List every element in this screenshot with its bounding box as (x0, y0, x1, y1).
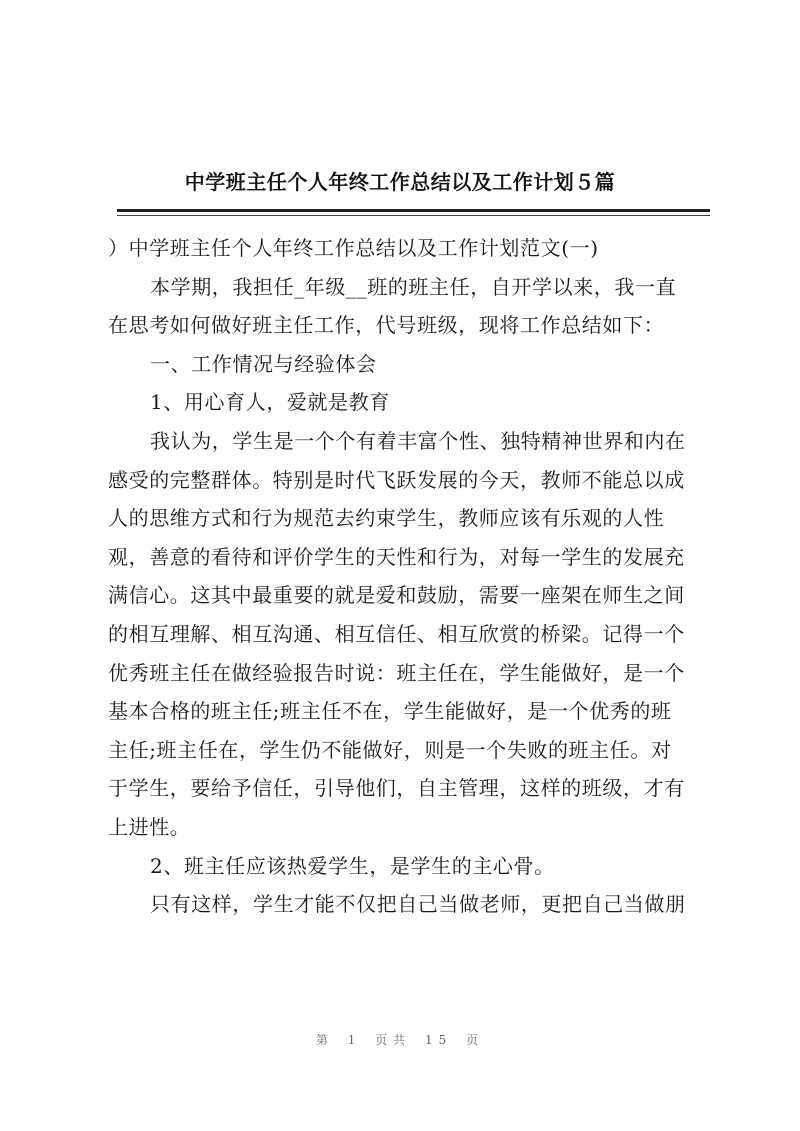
body-line: 基本合格的班主任;班主任不在，学生能做好，是一个优秀的班 (108, 699, 672, 724)
body-line: 优秀班主任在做经验报告时说：班主任在，学生能做好，是一个 (108, 660, 685, 685)
body-line: 人的思维方式和行为规范去约束学生，教师应该有乐观的人性 (108, 506, 665, 531)
title-rule-thick (117, 209, 710, 212)
body-line: 本学期，我担任_年级__班的班主任，自开学以来，我一直 (150, 274, 677, 299)
body-line: 的相互理解、相互沟通、相互信任、相互欣赏的桥梁。记得一个 (108, 621, 685, 646)
body-line: 2、班主任应该热爱学生，是学生的主心骨。 (150, 853, 555, 878)
body-line: 主任;班主任在，学生仍不能做好，则是一个失败的班主任。对 (108, 737, 672, 762)
footer-page-number: 1 (347, 1033, 362, 1047)
body-line: 一、工作情况与经验体会 (150, 351, 377, 376)
body-line: 感受的完整群体。特别是时代飞跃发展的今天，教师不能总以成 (108, 467, 685, 492)
body-line: 1、用心育人，爱就是教育 (150, 390, 390, 415)
document-title: 中学班主任个人年终工作总结以及工作计划５篇 (184, 170, 616, 194)
body-line: 只有这样，学生才能不仅把自己当做老师，更把自己当做朋 (150, 892, 686, 917)
body-line: 满信心。这其中最重要的就是爱和鼓励，需要一座架在师生之间 (108, 583, 685, 608)
title-rule-thin (117, 215, 710, 216)
page-footer (0, 1031, 800, 1048)
footer-prefix: 第 (315, 1033, 334, 1047)
body-line: 于学生，要给予信任，引导他们，自主管理，这样的班级，才有 (108, 776, 685, 801)
footer-suffix: 页 (466, 1033, 485, 1047)
footer-middle: 页共 (375, 1033, 412, 1047)
footer-total-pages: 15 (425, 1033, 453, 1047)
document-body (108, 229, 714, 924)
body-line: 上进性。 (108, 814, 191, 839)
body-line: ）中学班主任个人年终工作总结以及工作计划范文(一) (108, 236, 599, 260)
body-line: 在思考如何做好班主任工作，代号班级，现将工作总结如下： (108, 313, 665, 338)
body-line: 我认为，学生是一个个有着丰富个性、独特精神世界和内在 (150, 428, 686, 453)
body-line: 观，善意的看待和评价学生的天性和行为，对每一学生的发展充 (108, 544, 685, 569)
